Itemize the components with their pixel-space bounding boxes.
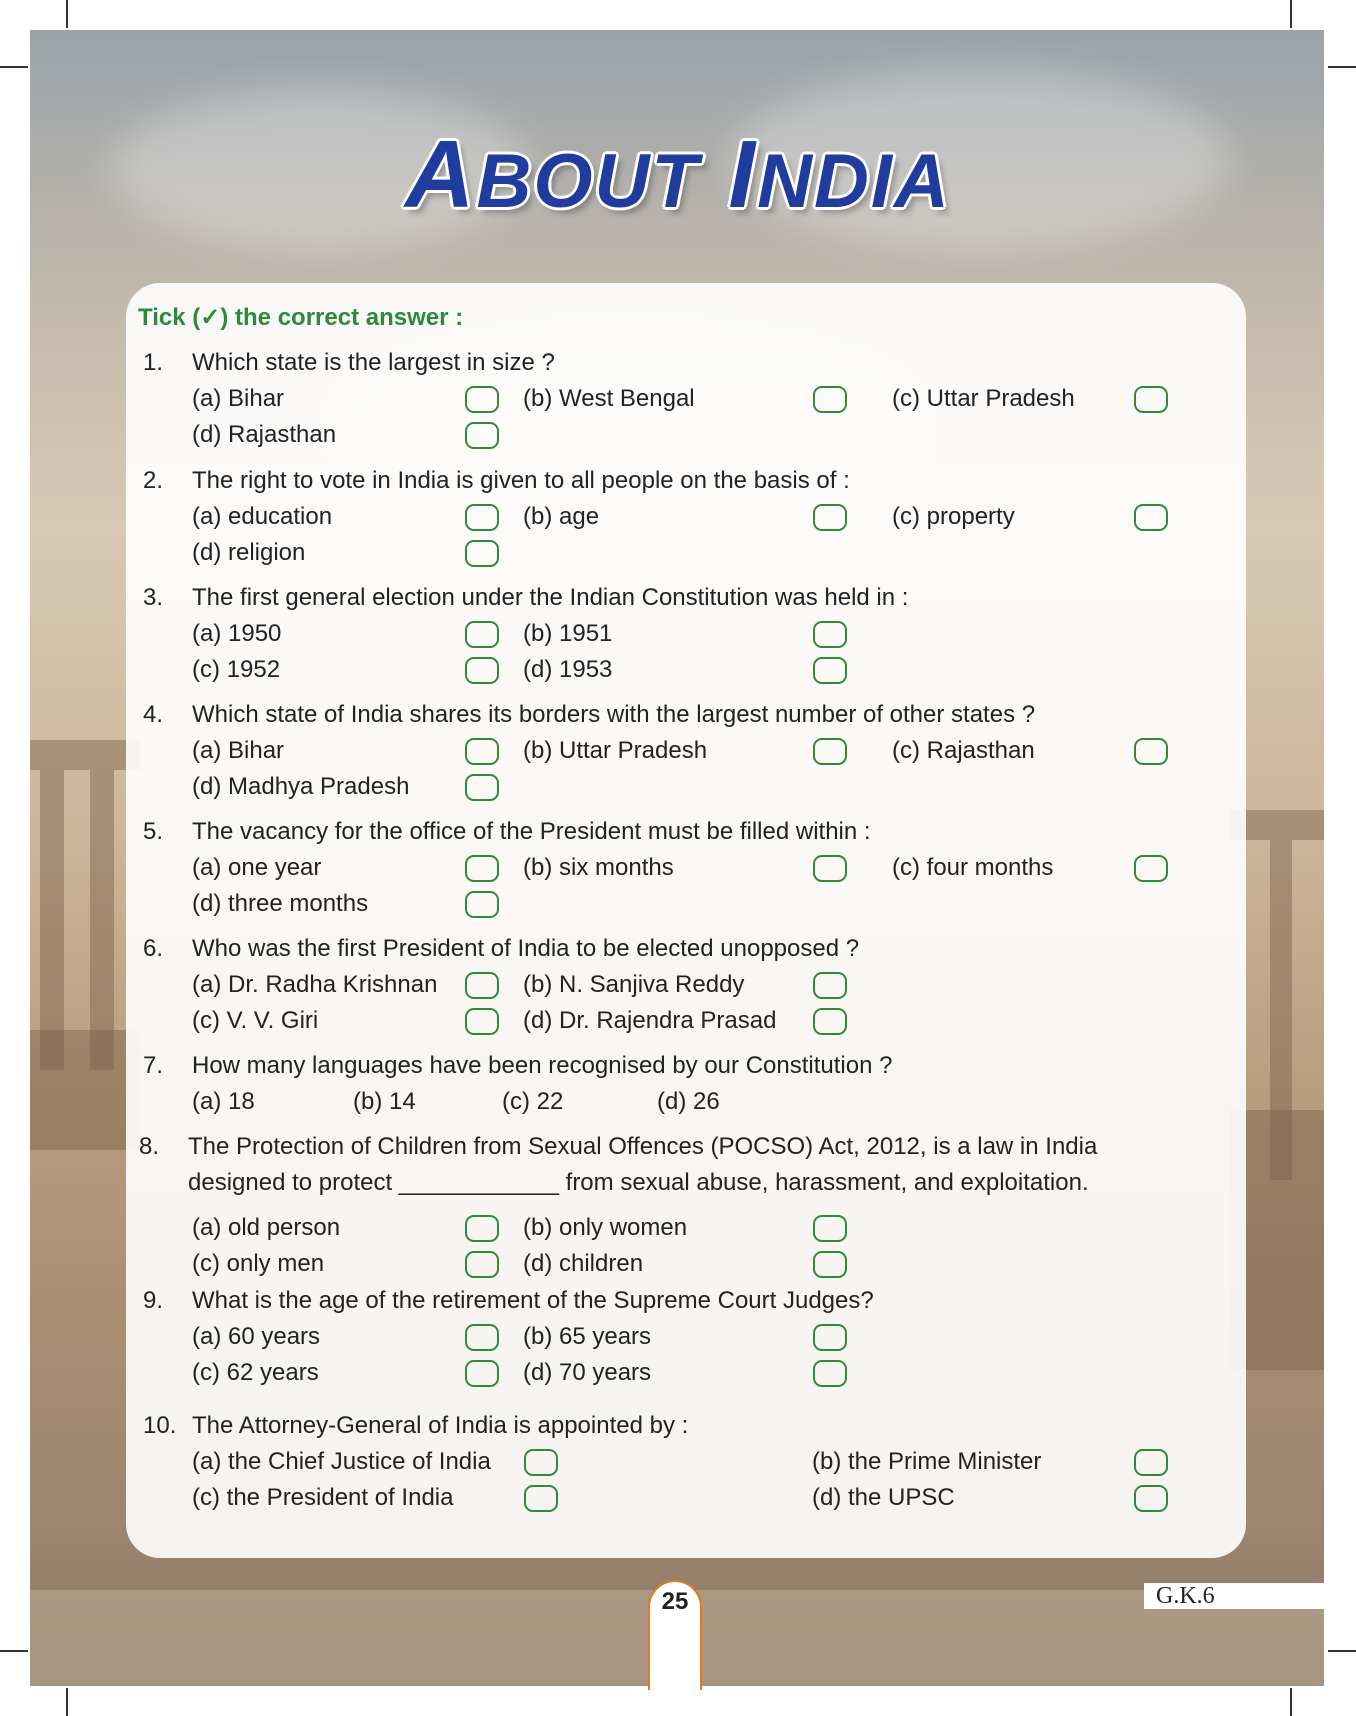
- option-label: (a) Bihar: [192, 737, 285, 764]
- question-text-continued: designed to protect ____________ from sexual abuse, harassment, and exploitation.: [188, 1169, 1089, 1196]
- answer-checkbox[interactable]: [465, 422, 499, 449]
- option-label: (b) the Prime Minister: [812, 1448, 1042, 1475]
- option-label: (d) children: [523, 1250, 644, 1277]
- answer-checkbox[interactable]: [465, 855, 499, 882]
- crop-mark: [0, 1650, 28, 1652]
- question-text: Which state is the largest in size ?: [192, 349, 555, 376]
- answer-checkbox[interactable]: [813, 386, 847, 413]
- option-label: (b) West Bengal: [523, 385, 695, 412]
- answer-checkbox[interactable]: [524, 1449, 558, 1476]
- option-label: (d) Rajasthan: [192, 421, 337, 448]
- answer-checkbox[interactable]: [1134, 386, 1168, 413]
- question-number: 6.: [143, 935, 164, 962]
- option-label: (b) only women: [523, 1214, 688, 1241]
- option-label: (d) 70 years: [523, 1359, 652, 1386]
- question-number: 8.: [139, 1133, 160, 1160]
- answer-checkbox[interactable]: [1134, 1449, 1168, 1476]
- option-label: (a) Bihar: [192, 385, 285, 412]
- option-label: (c) Rajasthan: [892, 737, 1035, 764]
- option-label: (d) Dr. Rajendra Prasad: [523, 1007, 777, 1034]
- answer-checkbox[interactable]: [813, 738, 847, 765]
- question-text: Which state of India shares its borders with the largest number of other states ?: [192, 701, 1036, 728]
- book-code: G.K.6: [1144, 1583, 1324, 1609]
- page-number: 25: [661, 1588, 689, 1615]
- answer-checkbox[interactable]: [813, 504, 847, 531]
- answer-checkbox[interactable]: [813, 855, 847, 882]
- answer-checkbox[interactable]: [465, 386, 499, 413]
- answer-checkbox[interactable]: [813, 972, 847, 999]
- question-text: Who was the first President of India to be elected unopposed ?: [192, 935, 860, 962]
- question-number: 10.: [143, 1412, 177, 1439]
- option-label: (b) 14: [353, 1088, 416, 1115]
- option-label: (a) 1950: [192, 620, 282, 647]
- answer-checkbox[interactable]: [465, 1251, 499, 1278]
- option-label: (d) the UPSC: [812, 1484, 955, 1511]
- answer-checkbox[interactable]: [465, 504, 499, 531]
- crop-mark: [1290, 0, 1292, 28]
- option-label: (d) religion: [192, 539, 306, 566]
- crop-mark: [1328, 66, 1356, 68]
- option-label: (a) 60 years: [192, 1323, 321, 1350]
- option-label: (c) 22: [502, 1088, 564, 1115]
- option-label: (c) V. V. Giri: [192, 1007, 319, 1034]
- option-label: (b) N. Sanjiva Reddy: [523, 971, 745, 998]
- question-text: How many languages have been recognised by our Constitution ?: [192, 1052, 893, 1079]
- option-label: (a) the Chief Justice of India: [192, 1448, 491, 1475]
- answer-checkbox[interactable]: [465, 774, 499, 801]
- answer-checkbox[interactable]: [1134, 738, 1168, 765]
- answer-checkbox[interactable]: [813, 1008, 847, 1035]
- question-number: 4.: [143, 701, 164, 728]
- question-number: 2.: [143, 467, 164, 494]
- answer-checkbox[interactable]: [465, 540, 499, 567]
- option-label: (d) Madhya Pradesh: [192, 773, 410, 800]
- answer-checkbox[interactable]: [813, 1251, 847, 1278]
- crop-mark: [66, 1688, 68, 1716]
- answer-checkbox[interactable]: [465, 657, 499, 684]
- question-number: 9.: [143, 1287, 164, 1314]
- option-label: (a) education: [192, 503, 333, 530]
- crop-mark: [1290, 1688, 1292, 1716]
- option-label: (b) age: [523, 503, 600, 530]
- answer-checkbox[interactable]: [465, 621, 499, 648]
- question-number: 7.: [143, 1052, 164, 1079]
- option-label: (a) old person: [192, 1214, 341, 1241]
- option-label: (a) Dr. Radha Krishnan: [192, 971, 438, 998]
- answer-checkbox[interactable]: [465, 1008, 499, 1035]
- question-number: 5.: [143, 818, 164, 845]
- crop-mark: [66, 0, 68, 28]
- option-label: (a) one year: [192, 854, 322, 881]
- question-text: The Protection of Children from Sexual Offences (POCSO) Act, 2012, is a law in India: [188, 1133, 1098, 1160]
- option-label: (b) six months: [523, 854, 674, 881]
- answer-checkbox[interactable]: [1134, 1485, 1168, 1512]
- crop-mark: [1328, 1650, 1356, 1652]
- question-number: 1.: [143, 349, 164, 376]
- question-text: What is the age of the retirement of the Supreme Court Judges?: [192, 1287, 874, 1314]
- option-label: (c) the President of India: [192, 1484, 454, 1511]
- answer-checkbox[interactable]: [524, 1485, 558, 1512]
- answer-checkbox[interactable]: [813, 1324, 847, 1351]
- option-label: (b) Uttar Pradesh: [523, 737, 708, 764]
- answer-checkbox[interactable]: [465, 972, 499, 999]
- answer-checkbox[interactable]: [465, 1215, 499, 1242]
- option-label: (d) 26: [657, 1088, 720, 1115]
- question-number: 3.: [143, 584, 164, 611]
- question-text: The right to vote in India is given to all people on the basis of :: [192, 467, 850, 494]
- answer-checkbox[interactable]: [465, 1360, 499, 1387]
- option-label: (c) 62 years: [192, 1359, 319, 1386]
- option-label: (d) 1953: [523, 656, 613, 683]
- option-label: (b) 65 years: [523, 1323, 652, 1350]
- question-text: The vacancy for the office of the President must be filled within :: [192, 818, 871, 845]
- answer-checkbox[interactable]: [1134, 504, 1168, 531]
- option-label: (c) Uttar Pradesh: [892, 385, 1075, 412]
- crop-mark: [0, 66, 28, 68]
- question-text: The Attorney-General of India is appointed by :: [192, 1412, 689, 1439]
- option-label: (c) property: [892, 503, 1015, 530]
- answer-checkbox[interactable]: [813, 621, 847, 648]
- option-label: (c) four months: [892, 854, 1054, 881]
- answer-checkbox[interactable]: [813, 657, 847, 684]
- answer-checkbox[interactable]: [813, 1215, 847, 1242]
- answer-checkbox[interactable]: [465, 1324, 499, 1351]
- option-label: (c) only men: [192, 1250, 325, 1277]
- answer-checkbox[interactable]: [465, 891, 499, 918]
- option-label: (d) three months: [192, 890, 369, 917]
- option-label: (c) 1952: [192, 656, 281, 683]
- instruction-heading: Tick (✓) the correct answer :: [138, 304, 464, 331]
- answer-checkbox[interactable]: [1134, 855, 1168, 882]
- answer-checkbox[interactable]: [813, 1360, 847, 1387]
- option-label: (a) 18: [192, 1088, 255, 1115]
- answer-checkbox[interactable]: [465, 738, 499, 765]
- page-title: ABOUT INDIA: [405, 121, 951, 228]
- question-text: The first general election under the Indian Constitution was held in :: [192, 584, 909, 611]
- option-label: (b) 1951: [523, 620, 613, 647]
